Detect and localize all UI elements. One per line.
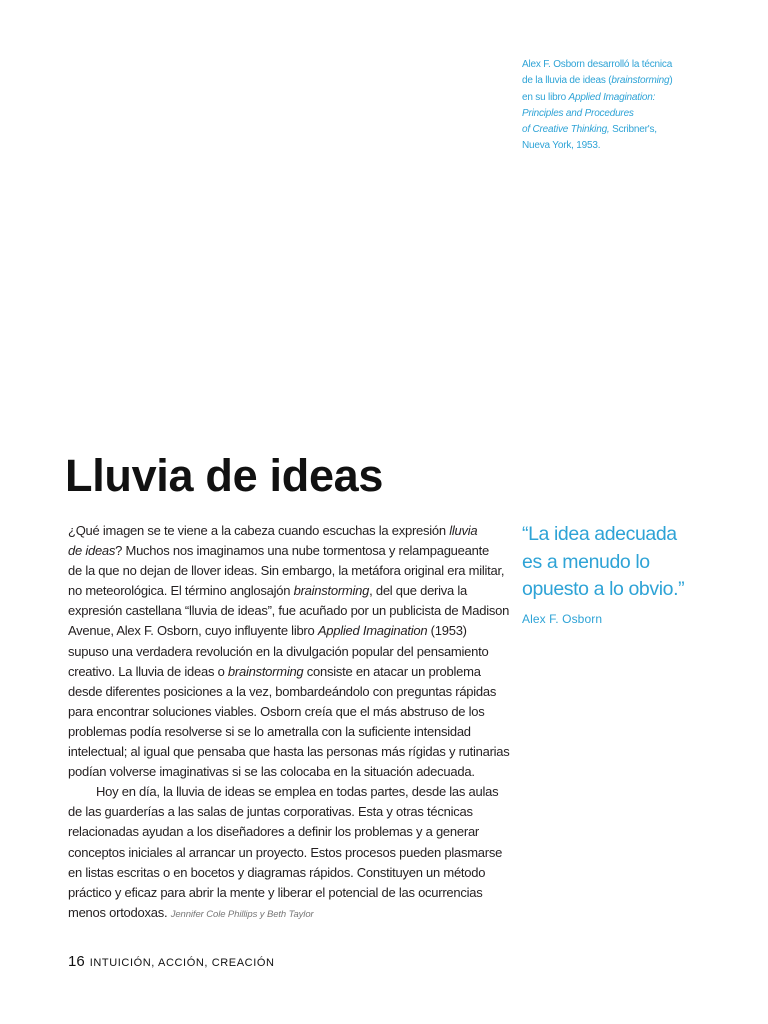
text-run: ? Muchos nos imaginamos una nube tormentosa y relampagueante <box>115 543 489 559</box>
text-run: menos ortodoxas. <box>68 904 168 920</box>
italic-text: brainstorming <box>611 75 670 87</box>
text-line <box>68 863 508 883</box>
quote-line: es a menudo lo <box>522 550 650 573</box>
running-head: INTUICIÓN, ACCIÓN, CREACIÓN <box>89 957 275 969</box>
text-line <box>68 883 508 903</box>
text-line <box>522 57 722 73</box>
text-run: Hoy en día, la lluvia de ideas se emplea en todas partes, desde las aulas <box>96 784 499 800</box>
text-line <box>68 903 508 925</box>
text-line <box>522 73 722 89</box>
text-run: para encontrar soluciones viables. Osborn creía que el más abstruso de los <box>68 703 485 719</box>
text-line <box>68 822 508 842</box>
text-line <box>68 843 508 863</box>
text-run: desde diferentes posiciones a la vez, bombardeándolo con preguntas rápidas <box>68 683 497 699</box>
page-footer <box>68 953 275 971</box>
page-number: 16 <box>68 953 85 970</box>
italic-text: Applied Imagination: <box>568 91 656 103</box>
text-run: ¿Qué imagen se te viene a la cabeza cuando escuchas la expresión <box>68 523 450 538</box>
text-line <box>68 702 508 722</box>
text-run: en listas escritas o en bocetos y diagramas rápidos. Constituyen un método <box>68 864 486 880</box>
italic-text: brainstorming <box>227 663 304 679</box>
pull-quote <box>522 521 752 604</box>
text-line <box>68 782 508 802</box>
text-line <box>522 138 722 154</box>
text-line <box>68 802 508 822</box>
text-line <box>68 762 508 782</box>
italic-text: lluvia <box>449 523 478 538</box>
text-run: creativo. La lluvia de ideas o <box>68 663 228 679</box>
text-run: intelectual; al igual que pensaba que hasta las personas más rígidas y rutinarias <box>68 744 510 760</box>
text-run: supuso una verdadera revolución en la divulgación popular del pensamiento <box>68 643 489 659</box>
text-run: Nueva York, 1953. <box>522 140 601 152</box>
text-line <box>68 662 508 682</box>
text-run: relacionadas ayudan a los diseñadores a definir los problemas y a generar <box>68 824 480 840</box>
text-run: no meteorológica. El término anglosajón <box>68 583 294 599</box>
text-run: en su libro <box>522 91 569 103</box>
text-line <box>68 561 508 581</box>
text-line <box>68 642 508 662</box>
article-body <box>68 521 508 925</box>
italic-text: de ideas <box>68 543 116 559</box>
text-line <box>68 682 508 702</box>
text-line <box>68 541 508 561</box>
text-line <box>68 621 508 641</box>
text-run: de las guarderías a las salas de juntas corporativas. Esta y otras técnicas <box>68 804 473 820</box>
italic-text: Principles and Procedures <box>522 107 634 119</box>
quote-line: opuesto a lo obvio.” <box>522 578 685 600</box>
text-line <box>522 106 722 122</box>
margin-note <box>522 57 722 155</box>
text-run: conceptos iniciales al arrancar un proyecto. Estos procesos pueden plasmarse <box>68 844 503 860</box>
text-run: Avenue, Alex F. Osborn, cuyo influyente libro <box>68 623 318 639</box>
text-run: ) <box>669 75 673 87</box>
text-line <box>522 122 722 138</box>
text-run: , del que deriva la <box>369 583 467 599</box>
text-run: expresión castellana “lluvia de ideas”, fue acuñado por un publicista de Madison <box>68 603 510 619</box>
author-credit: Jennifer Cole Phillips y Beth Taylor <box>170 908 314 920</box>
italic-text: of Creative Thinking, <box>522 124 610 136</box>
text-run: Scribner's, <box>609 124 657 136</box>
text-run: podían volverse imaginativas si se las colocaba en la situación adecuada. <box>68 764 475 780</box>
text-line <box>68 601 508 621</box>
text-run: Alex F. Osborn desarrolló la técnica <box>522 59 673 70</box>
text-line <box>68 722 508 742</box>
article-title: Lluvia de ideas <box>65 450 384 501</box>
text-run: consiste en atacar un problema <box>303 663 481 679</box>
text-run: (1953) <box>427 623 467 639</box>
text-run: problemas podía resolverse si se lo ametralla con la suficiente intensidad <box>68 723 471 739</box>
text-line <box>68 742 508 762</box>
quote-line: “La idea adecuada <box>522 523 677 545</box>
text-line <box>522 90 722 106</box>
text-run: de la lluvia de ideas ( <box>522 75 612 87</box>
text-line <box>68 581 508 601</box>
italic-text: Applied Imagination <box>317 623 428 639</box>
text-run: de la que no dejan de llover ideas. Sin embargo, la metáfora original era militar, <box>68 563 505 579</box>
pull-quote-author: Alex F. Osborn <box>522 612 603 626</box>
text-line <box>68 521 508 541</box>
italic-text: brainstorming <box>293 583 370 599</box>
text-run: práctico y eficaz para abrir la mente y liberar el potencial de las ocurrencias <box>68 884 483 900</box>
